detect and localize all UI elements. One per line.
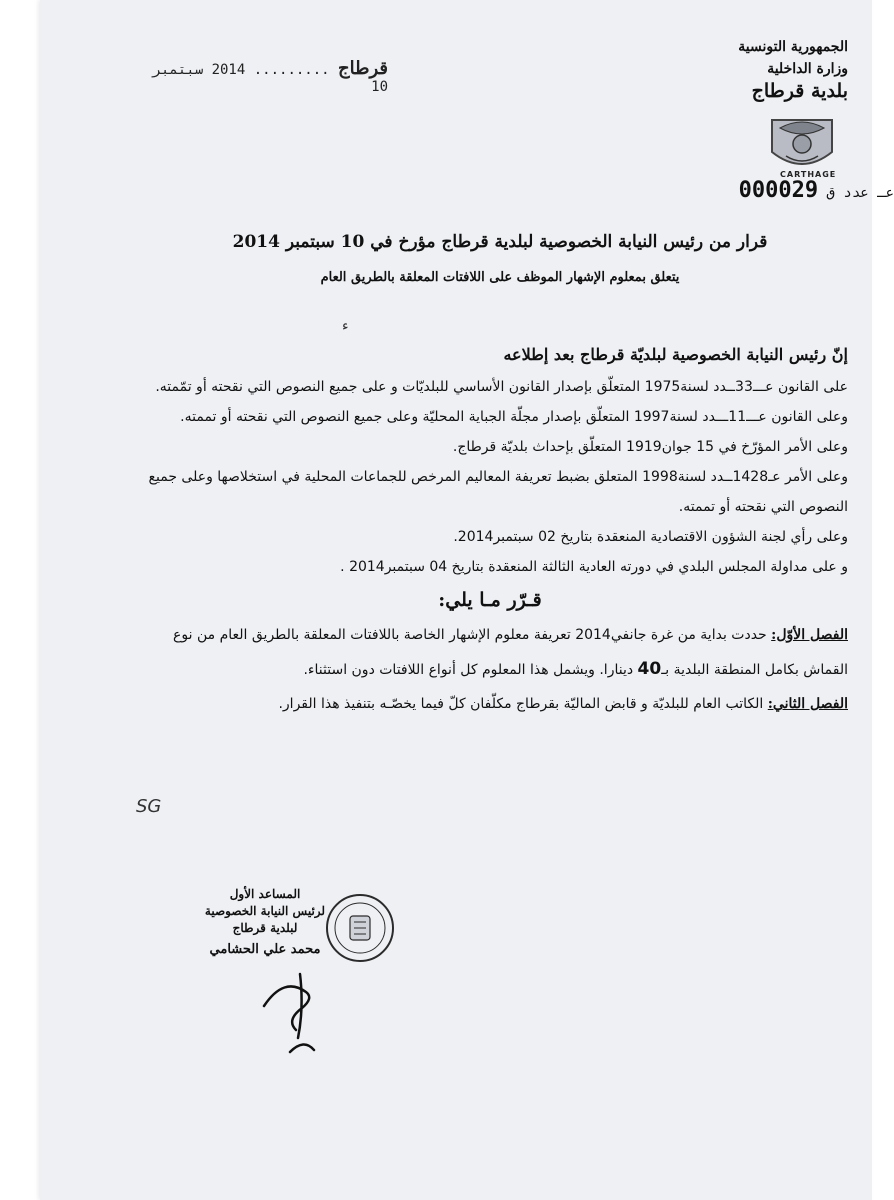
handwritten-signature-icon xyxy=(254,968,346,1060)
decision-body xyxy=(132,338,848,721)
article-2-label: الفصل الثاني: xyxy=(767,696,848,712)
place-date: قرطاج ......... 2014 سبتمبر 10 xyxy=(152,58,388,95)
country-name: الجمهورية التونسية xyxy=(738,39,848,55)
article-1-text-end: دينارا. ويشمل هذا المعلوم كل أنواع اللافتات دون استثناء. xyxy=(303,662,638,678)
article-2-text: الكاتب العام للبلديّة و قابض الماليّة بقرطاج مكلّفان كلّ فيما يخصّـه بتنفيذ هذا القرار. xyxy=(278,696,764,712)
emblem-caption: CARTHAGE xyxy=(780,170,837,179)
clause: وعلى الأمر عـ1428ــدد لسنة1998 المتعلق بضبط تعريفة المعاليم المرخص للجماعات المحلية في استخلاصها وعلى جميع النصوص التي نقحته أو تممته. xyxy=(148,469,848,515)
number-value: 000029 xyxy=(738,178,819,203)
decision-subject: يتعلق بمعلوم الإشهار الموظف على اللافتات المعلقة بالطريق العام xyxy=(320,270,680,285)
issue-date: 2014 سبتمبر 10 xyxy=(152,62,388,95)
document-page xyxy=(40,0,894,1200)
signatory-title-2: لرئيس النيابة الخصوصية xyxy=(204,904,326,918)
signatory-name: محمد علي الحشامي xyxy=(209,942,321,957)
decision-title: قرار من رئيس النيابة الخصوصية لبلدية قرطاج مؤرخ في 10 سبتمبر 2014 xyxy=(232,232,768,252)
reference-number xyxy=(704,178,894,203)
clause: وعلى رأي لجنة الشؤون الاقتصادية المنعقدة بتاريخ 02 سبتمبر2014. xyxy=(453,529,848,545)
article-2 xyxy=(132,687,848,721)
signatory-title-3: لبلدية قرطاج xyxy=(232,921,298,935)
clause: على القانون عـــ33ــدد لسنة1975 المتعلّق بإصدار القانون الأساسي للبلديّات و على جميع النصوص التي نقحته أو تمّمته. xyxy=(155,379,848,395)
municipality-name: بلدية قرطاج xyxy=(751,80,848,102)
article-1-text: حددت بداية من غرة جانفي2014 تعريفة معلوم الإشهار الخاصة باللافتات المعلقة بالطريق العام من نوع القماش بكامل المنطقة البلدية بـ xyxy=(173,627,848,678)
ministry-name: وزارة الداخلية xyxy=(767,61,848,77)
margin-note: SG xyxy=(136,796,162,817)
municipal-emblem-icon xyxy=(762,112,842,176)
article-1-amount: 40 xyxy=(637,659,662,679)
clause: و على مداولة المجلس البلدي في دورته العادية الثالثة المنعقدة بتاريخ 04 سبتمبر2014 . xyxy=(340,559,848,575)
decides-heading: قـرّر مـا يلي: xyxy=(438,589,542,611)
preamble-lead: إنّ رئيس النيابة الخصوصية لبلديّة قرطاج بعد إطلاعه xyxy=(503,345,848,364)
signatory-block xyxy=(190,886,340,958)
place-name: قرطاج xyxy=(338,58,388,79)
article-1-label: الفصل الأوّل: xyxy=(771,627,848,643)
clause: وعلى القانون عـــ11ـــدد لسنة1997 المتعلّق بإصدار مجلّة الجباية المحليّة وعلى جميع النصوص التي نقحته أو تممته. xyxy=(180,409,848,425)
mark-icon: ﺀ xyxy=(342,318,349,334)
number-prefix: عـ xyxy=(877,185,894,201)
clause: وعلى الأمر المؤرّخ في 15 جوان1919 المتعلّق بإحداث بلديّة قرطاج. xyxy=(452,439,848,455)
signatory-title-1: المساعد الأول xyxy=(229,887,301,901)
letterhead xyxy=(648,36,848,102)
article-1 xyxy=(132,618,848,687)
number-suffix: عدد ق xyxy=(826,185,869,201)
official-seal-icon xyxy=(324,892,396,964)
